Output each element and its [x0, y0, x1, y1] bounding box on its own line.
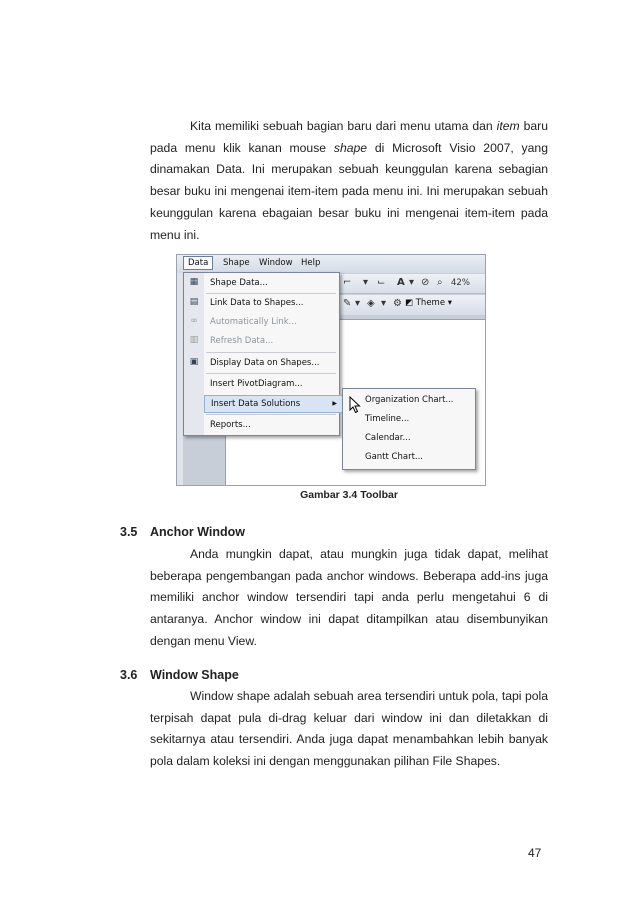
stamp-icon[interactable]: ⊘	[421, 277, 430, 288]
display-data-icon: ▣	[189, 357, 199, 367]
menu-bar	[177, 255, 485, 273]
data-menu-dropdown	[183, 272, 340, 436]
figure-caption: Gambar 3.4 Toolbar	[300, 489, 398, 501]
section-paragraph-3-6: Window shape adalah sebuah area tersendiri untuk pola, tapi pola terpisah dapat pula di-drag keluar dari window ini dan diletakkan di sekitarnya atau tersendiri. Anda juga dapat menambahkan lebih banyak pola dalam koleksi ini dengan menggunakan pilihan File Shapes.	[150, 689, 548, 769]
menu-item-insert-pivotdiagram[interactable]: Insert PivotDiagram...	[210, 379, 303, 389]
chevron-down-icon[interactable]: ▾	[363, 277, 369, 288]
visio-data-menu-screenshot	[176, 254, 486, 486]
link-data-icon: ▤	[189, 297, 199, 307]
chevron-down-icon[interactable]: ▾	[355, 298, 361, 309]
page-number: 47	[528, 846, 542, 860]
intro-text-2: baru pada menu klik kanan mouse	[150, 119, 548, 155]
data-solutions-submenu	[342, 388, 476, 470]
shape-data-icon: ▦	[189, 277, 199, 287]
menu-item-automatically-link: Automatically Link...	[210, 317, 297, 327]
section-heading-3-6	[120, 668, 239, 682]
section-number: 3.5	[120, 525, 138, 539]
chevron-down-icon[interactable]: ▾	[381, 298, 387, 309]
submenu-item-organization-chart[interactable]: Organization Chart...	[365, 395, 454, 405]
line-color-icon[interactable]: ✎	[343, 298, 352, 309]
section-title: Anchor Window	[150, 525, 246, 539]
menu-item-reports[interactable]: Reports...	[210, 420, 251, 430]
menu-item-label: Insert Data Solutions	[211, 399, 301, 409]
menu-item-refresh-data: Refresh Data...	[210, 336, 274, 346]
menu-separator	[206, 373, 336, 374]
menu-item-insert-data-solutions[interactable]	[204, 395, 344, 413]
search-icon[interactable]: ⌕	[437, 277, 443, 288]
theme-button[interactable]: ◩ Theme ▾	[405, 298, 453, 308]
intro-italic-item: item	[496, 119, 520, 133]
submenu-item-gantt-chart[interactable]: Gantt Chart...	[365, 452, 424, 462]
theme-label: Theme	[415, 298, 446, 308]
submenu-item-timeline[interactable]: Timeline...	[365, 414, 410, 424]
section-paragraph-3-5: Anda mungkin dapat, atau mungkin juga tidak dapat, melihat beberapa pengembangan pada anchor windows. Beberapa add-ins juga memiliki anchor window tersendiri tapi anda perlu mengetahui 6 di antaranya. Anchor window ini dapat ditampilkan atau disembunyikan dengan menu View.	[150, 547, 548, 648]
line-tool-icon[interactable]: ⌙	[377, 277, 386, 288]
fill-color-icon[interactable]: ◈	[367, 298, 375, 309]
menu-window[interactable]: Window	[259, 258, 293, 268]
menu-help[interactable]: Help	[301, 258, 321, 268]
menu-shape[interactable]: Shape	[223, 258, 250, 268]
menu-separator	[206, 414, 336, 415]
standard-toolbar	[337, 274, 485, 294]
menu-separator	[206, 352, 336, 353]
mouse-cursor-icon	[349, 396, 361, 414]
section-title: Window Shape	[150, 668, 239, 682]
menu-item-shape-data[interactable]: Shape Data...	[210, 278, 268, 288]
submenu-item-calendar[interactable]: Calendar...	[365, 433, 411, 443]
chevron-right-icon: ▶	[332, 400, 337, 407]
zoom-level[interactable]: 42%	[451, 278, 470, 288]
section-number: 3.6	[120, 668, 138, 682]
refresh-icon: ▥	[189, 335, 199, 345]
intro-text-3: di Microsoft Visio 2007, yang dinamakan Data. Ini merupakan sebuah keunggulan karena sebagian besar buku ini mengenai item-item pada menu ini. Ini merupakan sebuah keunggulan karena ebagaian besar buku ini mengenai item-item pada menu ini.	[150, 140, 548, 242]
text-tool-icon[interactable]: A	[397, 277, 405, 288]
settings-icon[interactable]: ⚙	[393, 298, 402, 309]
section-heading-3-5	[120, 525, 245, 539]
menu-item-display-data[interactable]: Display Data on Shapes...	[210, 358, 320, 368]
menu-item-link-data[interactable]: Link Data to Shapes...	[210, 298, 304, 308]
connector-icon[interactable]: ⌐	[343, 277, 352, 288]
intro-paragraph	[150, 116, 548, 246]
intro-italic-shape: shape	[333, 140, 368, 155]
chevron-down-icon[interactable]: ▾	[409, 277, 415, 288]
auto-link-icon: ∞	[190, 316, 198, 326]
menu-data[interactable]: Data	[183, 256, 213, 270]
intro-text-1: Kita memiliki sebuah bagian baru dari menu utama dan	[190, 119, 497, 133]
